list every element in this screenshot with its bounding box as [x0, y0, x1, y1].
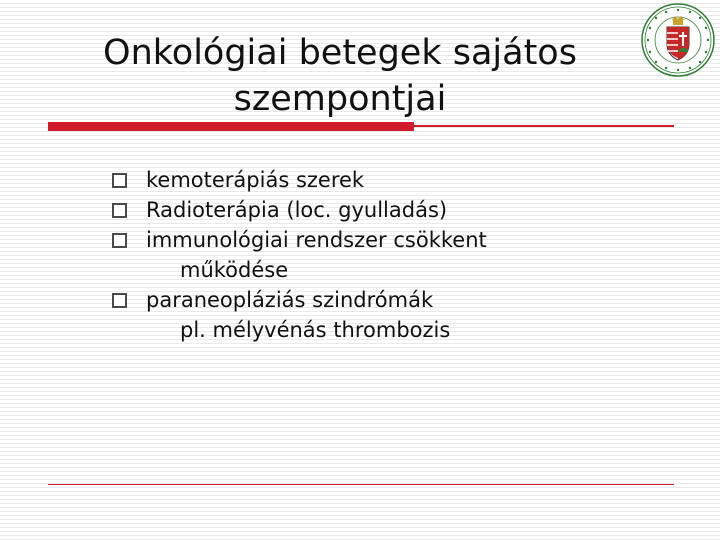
bullet-item: [110, 225, 487, 285]
bullet-list: [110, 165, 487, 345]
bullet-item: [110, 165, 487, 195]
footer-divider: [48, 484, 674, 485]
bullet-text: kemoterápiás szerek: [146, 168, 365, 192]
square-bullet-icon: [112, 173, 127, 188]
square-bullet-icon: [112, 293, 127, 308]
title-underline-thin: [414, 125, 674, 127]
square-bullet-icon: [112, 203, 127, 218]
bullet-text: Radioterápia (loc. gyulladás): [146, 198, 448, 222]
bullet-continuation: pl. mélyvénás thrombozis: [180, 318, 451, 342]
bullet-item: [110, 285, 487, 345]
bullet-text: paraneopláziás szindrómák: [146, 288, 434, 312]
bullet-text: immunológiai rendszer csökkent: [146, 228, 487, 252]
bullet-item: [110, 195, 487, 225]
title-line-1: Onkológiai betegek sajátos: [103, 33, 577, 73]
slide-title: [60, 30, 620, 122]
bullet-continuation: működése: [180, 258, 289, 282]
square-bullet-icon: [112, 233, 127, 248]
title-line-2: szempontjai: [233, 79, 447, 119]
university-seal-icon: [640, 2, 716, 78]
title-underline-thick: [48, 122, 414, 131]
